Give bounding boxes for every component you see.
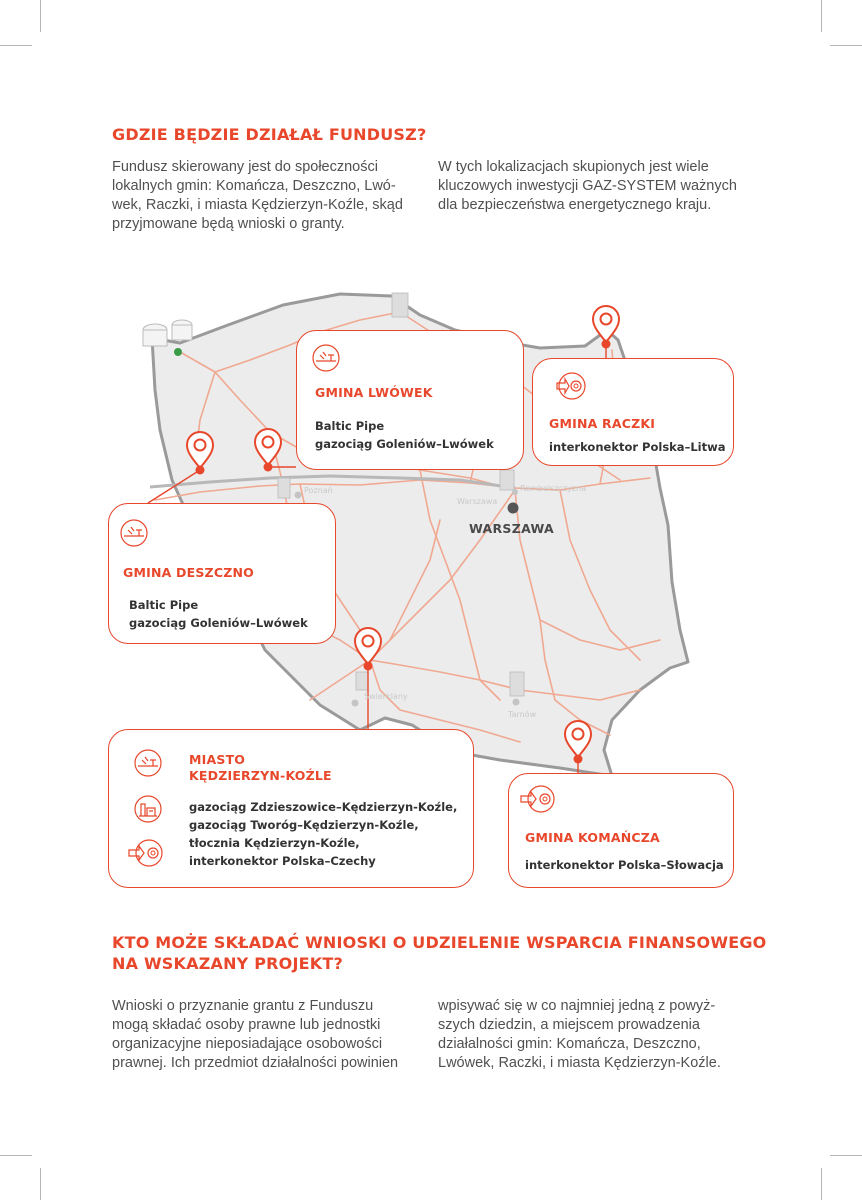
compressor-station-icon <box>133 794 163 824</box>
capital-label: WARSZAWA <box>469 521 555 536</box>
card-gmina-komancza <box>508 773 734 888</box>
pipeline-valve-icon <box>311 343 341 373</box>
card-title: GMINA LWÓWEK <box>315 385 433 400</box>
city-dot-warszawa <box>508 503 519 514</box>
card-title: GMINA DESZCZNO <box>123 565 254 580</box>
card-body: interkonektor Polska–Słowacja <box>525 858 724 872</box>
card-body: Baltic Pipe gazociąg Goleniów–Lwówek <box>129 598 308 630</box>
city-dot-swierklany <box>352 700 359 707</box>
interconnector-icon <box>555 371 589 401</box>
section2-right-paragraph: wpisywać się w co najmniej jedną z powyż- szych dziedzin, a miejscem prowadzenia działalności gmin: Komańcza, Deszczno, Lwówek, Raczki, i miasta Kędzierzyn-Koźle. <box>438 998 721 1071</box>
card-miasto-kedzierzyn-kozle <box>108 729 474 888</box>
card-body: interkonektor Polska–Litwa <box>549 440 726 454</box>
section1-right-paragraph: W tych lokalizacjach skupionych jest wiele kluczowych inwestycji GAZ-SYSTEM ważnych dla bezpieczeństwa energetycznego kraju. <box>438 159 737 213</box>
card-title: GMINA KOMAŃCZA <box>525 830 660 845</box>
pipeline-valve-icon <box>133 748 163 778</box>
section2-left-paragraph: Wnioski o przyznanie grantu z Funduszu mogą składać osoby prawne lub jednostki organizacyjne nieposiadające osobowości prawnej. Ich przedmiot działalności powinien <box>112 998 399 1071</box>
pipeline-valve-icon <box>119 518 149 548</box>
city-label-tarnow: Tarnów <box>508 710 537 719</box>
city-label-rembelszczyzna: Rembelszczyzna <box>520 484 587 493</box>
section-heading-where: GDZIE BĘDZIE DZIAŁAŁ FUNDUSZ? <box>112 125 427 144</box>
city-label-warszawa: Warszawa <box>457 497 498 506</box>
section-heading-who: KTO MOŻE SKŁADAĆ WNIOSKI O UDZIELENIE WSPARCIA FINANSOWEGO NA WSKAZANY PROJEKT? <box>112 933 767 973</box>
card-gmina-lwowek <box>296 330 524 470</box>
swinoujscie-marker <box>174 348 182 356</box>
city-dot-rembelszczyzna <box>512 489 518 495</box>
city-dot-tarnow <box>513 699 520 706</box>
card-gmina-raczki <box>532 358 734 466</box>
interconnector-icon <box>127 838 167 868</box>
city-dot-poznan <box>295 492 302 499</box>
city-label-poznan: Poznań <box>304 486 333 495</box>
card-gmina-deszczno <box>108 503 336 644</box>
card-title: GMINA RACZKI <box>549 416 656 431</box>
card-body: gazociąg Zdzieszowice–Kędzierzyn-Koźle, gazociąg Tworóg–Kędzierzyn-Koźle, tłocznia Kędzierzyn-Koźle, interkonektor Polska–Czechy <box>189 800 458 868</box>
card-title: MIASTO KĘDZIERZYN-KOŹLE <box>189 752 332 783</box>
card-body: Baltic Pipe gazociąg Goleniów–Lwówek <box>315 419 494 451</box>
interconnector-icon <box>519 784 559 814</box>
city-label-swierklany: Świerklany <box>364 692 408 701</box>
section1-left-paragraph: Fundusz skierowany jest do społeczności lokalnych gmin: Komańcza, Deszczno, Lwó- wek, Raczki, i miasta Kędzierzyn-Koźle, skąd przyjmowane będą wnioski o granty. <box>112 159 403 232</box>
